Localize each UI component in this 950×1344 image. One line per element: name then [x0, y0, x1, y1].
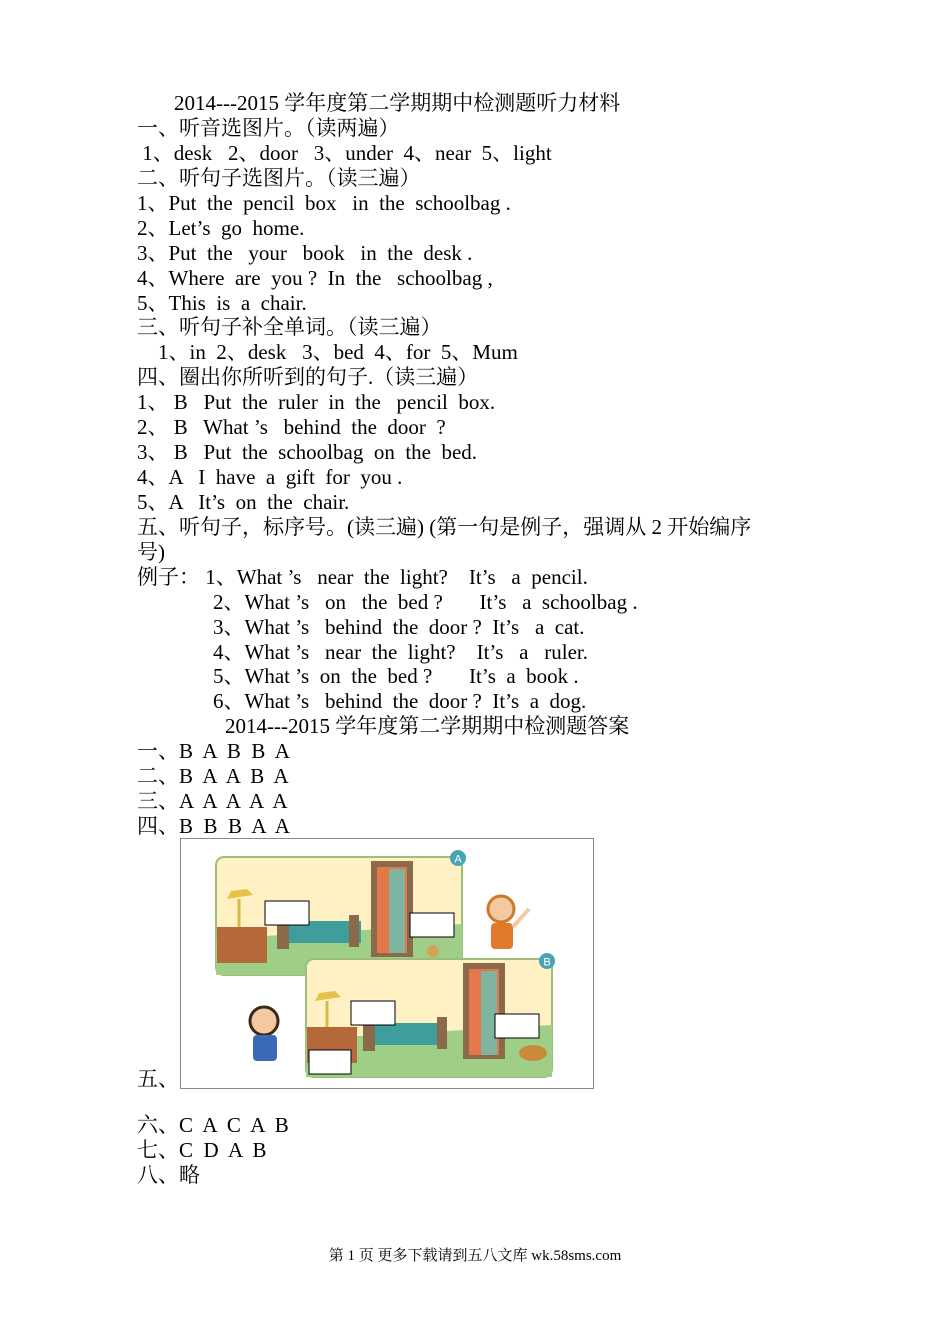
section-5-item: 4、What ’s near the light? It’s a ruler.: [213, 640, 588, 664]
section-4-item: 5、A It’s on the chair.: [137, 490, 350, 514]
section-4-heading: 四、圈出你所听到的句子.（读三遍）: [137, 365, 479, 389]
scene-b: [306, 953, 555, 1077]
section-5-heading-cont: 号): [137, 540, 165, 564]
section-5-example: 例子： 1、What ’s near the light? It’s a pencil.: [137, 565, 588, 589]
section-4-item: 4、A I have a gift for you .: [137, 465, 403, 489]
answer-4: 四、B B B A A: [137, 814, 290, 838]
boy-figure: [250, 1007, 278, 1061]
section-2-item: 4、Where are you ? In the schoolbag ,: [137, 266, 493, 290]
scene-b-label: B: [543, 956, 551, 969]
answers-title: 2014---2015 学年度第二学期期中检测题答案: [225, 714, 630, 738]
listening-title: 2014---2015 学年度第二学期期中检测题听力材料: [174, 91, 621, 115]
section-5-item: 3、What ’s behind the door ? It’s a cat.: [213, 615, 585, 639]
section-4-item: 1、 B Put the ruler in the pencil box.: [137, 390, 496, 414]
section-1-words: 1、desk 2、door 3、under 4、near 5、light: [137, 141, 552, 165]
section-4-item: 2、 B What ’s behind the door ?: [137, 415, 446, 439]
answer-5-illustration: [180, 838, 594, 1089]
bedroom-scenes: [181, 839, 593, 1088]
section-1-heading: 一、听音选图片。（读两遍）: [137, 116, 400, 140]
section-2-item: 1、Put the pencil box in the schoolbag .: [137, 191, 511, 215]
section-2-item: 2、Let’s go home.: [137, 216, 305, 240]
section-5-item: 2、What ’s on the bed ? It’s a schoolbag .: [213, 590, 638, 614]
section-5-item: 5、What ’s on the bed ? It’s a book .: [213, 664, 579, 688]
answer-1: 一、B A B B A: [137, 739, 290, 763]
scene-a-label: A: [454, 853, 462, 866]
answer-3: 三、A A A A A: [137, 789, 288, 813]
section-4-item: 3、 B Put the schoolbag on the bed.: [137, 440, 478, 464]
answer-7: 七、C D A B: [137, 1138, 267, 1162]
scene-a: [216, 850, 466, 975]
section-3-words: 1、in 2、desk 3、bed 4、for 5、Mum: [158, 340, 518, 364]
answer-6: 六、C A C A B: [137, 1113, 289, 1137]
answer-8: 八、略: [137, 1163, 200, 1187]
page-footer: 第 1 页 更多下载请到五八文库 wk.58sms.com: [328, 1248, 622, 1264]
section-5-heading: 五、听句子，标序号。(读三遍) (第一句是例子，强调从 2 开始编序: [137, 515, 752, 539]
answer-2: 二、B A A B A: [137, 764, 289, 788]
section-3-heading: 三、听句子补全单词。（读三遍）: [137, 315, 442, 339]
section-5-item: 6、What ’s behind the door ? It’s a dog.: [213, 689, 587, 713]
answer-5-label: 五、: [137, 1067, 179, 1091]
section-2-item: 3、Put the your book in the desk .: [137, 241, 473, 265]
section-2-heading: 二、听句子选图片。（读三遍）: [137, 166, 421, 190]
girl-figure: [488, 896, 529, 949]
section-2-item: 5、This is a chair.: [137, 291, 307, 315]
